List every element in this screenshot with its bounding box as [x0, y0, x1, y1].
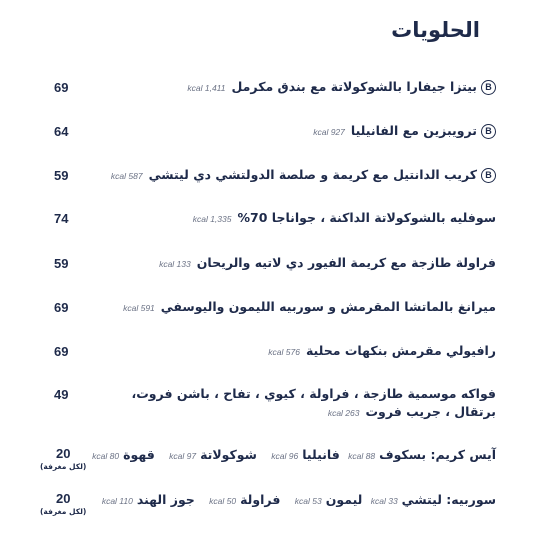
menu-item-text	[193, 209, 496, 228]
menu-item-name: رافيولي مقرمش بنكهات محلية	[305, 343, 496, 358]
menu-item-name: سوفليه بالشوكولاتة الداكنة ، جواناجا 70%	[237, 210, 496, 225]
menu-item-text	[111, 166, 496, 185]
flavor-name: ليمون	[325, 492, 363, 507]
menu-item-price: 59	[54, 256, 69, 271]
flavor-kcal: kcal 97	[169, 451, 197, 461]
sorbet-text	[92, 491, 496, 510]
flavor-name: شوكولاتة	[200, 447, 257, 462]
menu-item-price: 69	[54, 344, 69, 359]
menu-item-kcal: kcal 591	[123, 303, 155, 313]
menu-item-name: بيتزا جيفارا بالشوكولاتة مع بندق مكرمل	[231, 79, 477, 94]
menu-item-price: 49	[54, 387, 69, 402]
menu-item-name: ترويبزين مع الفانيليا	[350, 123, 477, 138]
menu-item-kcal: kcal 1,411	[187, 83, 226, 93]
menu-item-kcal: kcal 1,335	[192, 214, 232, 224]
menu-item-text	[159, 254, 496, 273]
menu-item-price: 69	[54, 300, 69, 315]
sorbet-price-note: (لكل مغرفة)	[40, 507, 87, 516]
menu-item-price: 59	[54, 168, 69, 183]
ice-cream-label: آيس كريم: بسكوف	[379, 447, 496, 462]
menu-item-name-line1: فواكه موسمية طازجة ، فراولة ، كيوي ، تفاح ، باشن فروت،	[131, 386, 496, 401]
ice-cream-label-kcal: kcal 88	[348, 451, 376, 461]
menu-item-name: كريب الدانتيل مع كريمة و صلصة الدولتشي دي ليتشي	[148, 167, 477, 182]
menu-item-price: 69	[54, 80, 69, 95]
flavor-kcal: kcal 96	[271, 451, 299, 461]
ice-cream-text	[82, 446, 496, 465]
menu-item-name: فراولة طازجة مع كريمة الفيور دي لاتيه والريحان	[196, 255, 496, 270]
b-badge-icon: B	[481, 168, 496, 183]
menu-item-name-line2: برتقال ، جريب فروت	[365, 404, 496, 419]
sorbet-price: 20	[56, 491, 71, 506]
page-title: الحلويات	[391, 18, 480, 42]
flavor-kcal: kcal 110	[101, 496, 133, 506]
menu-item-kcal: kcal 133	[159, 259, 191, 269]
menu-item-text	[268, 342, 496, 361]
b-badge-icon: B	[481, 80, 496, 95]
sorbet-label: سوربيه: ليتشي	[401, 492, 496, 507]
ice-cream-price-note: (لكل مغرفة)	[40, 462, 87, 471]
flavor-name: قهوة	[123, 447, 155, 462]
menu-item-text	[123, 298, 496, 317]
flavor-kcal: kcal 53	[294, 496, 322, 506]
flavor-kcal: kcal 80	[92, 451, 120, 461]
menu-item-price: 74	[54, 211, 69, 226]
flavor-name: فراولة	[240, 492, 281, 507]
ice-cream-price: 20	[56, 446, 71, 461]
menu-item-text	[187, 78, 496, 97]
menu-item-text	[313, 122, 496, 141]
flavor-name: فانيليا	[302, 447, 340, 462]
menu-item-kcal: kcal 927	[313, 127, 345, 137]
menu-item-kcal: kcal 576	[268, 347, 300, 357]
flavor-kcal: kcal 50	[209, 496, 237, 506]
sorbet-label-kcal: kcal 33	[370, 496, 398, 506]
menu-item-name: ميرانغ بالماتشا المقرمش و سوربيه الليمون واليوسفي	[160, 299, 496, 314]
b-badge-icon: B	[481, 124, 496, 139]
flavor-name: جوز الهند	[136, 492, 195, 507]
menu-item-kcal: kcal 263	[327, 408, 360, 418]
menu-item-price: 64	[54, 124, 69, 139]
menu-item-kcal: kcal 587	[110, 171, 143, 181]
menu-item-text	[131, 385, 496, 422]
